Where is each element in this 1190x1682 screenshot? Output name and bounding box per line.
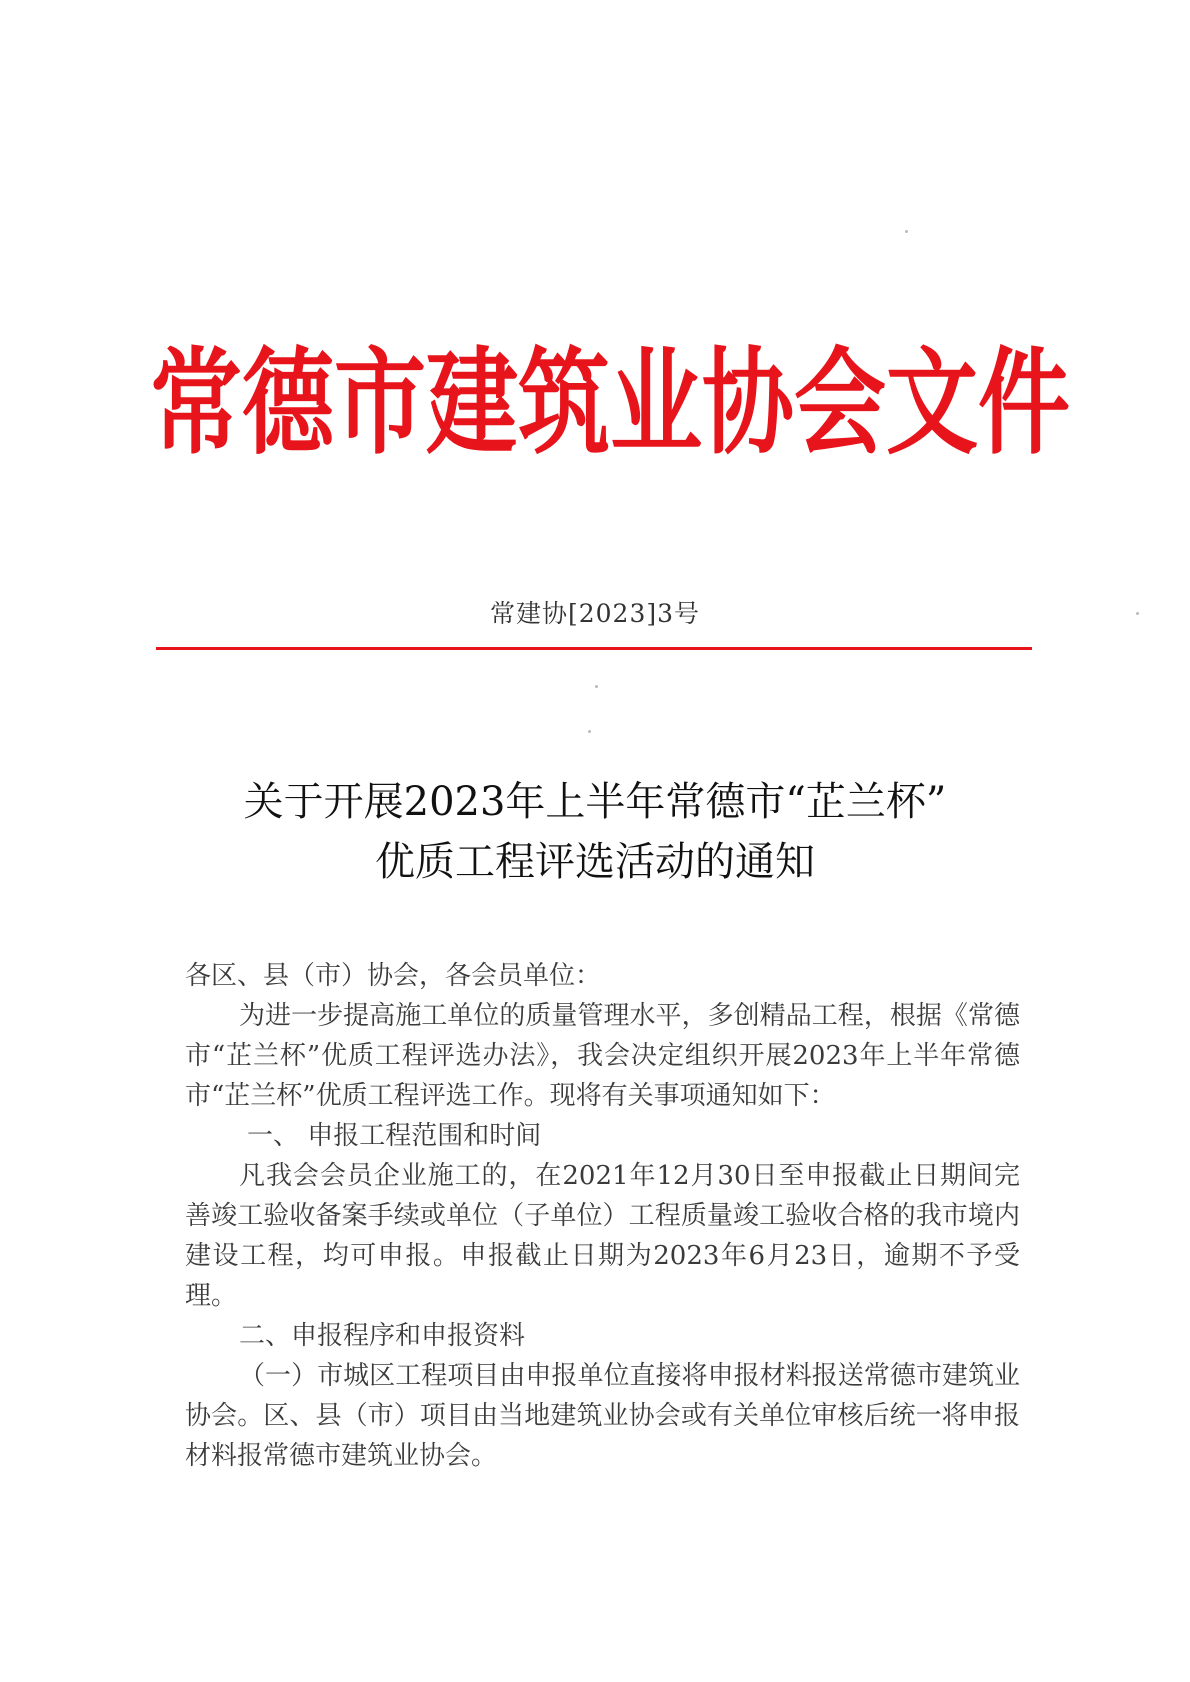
scan-speck [595,685,598,688]
organization-header: 常德市建筑业协会文件 [150,335,1071,470]
document-number: 常建协[2023]3号 [489,599,701,628]
notice-title-line2: 优质工程评选活动的通知 [375,839,815,885]
section-2-item-1: （一）市城区工程项目由申报单位直接将申报材料报送常德市建筑业协会。区、县（市）项目由当地建筑业协会或有关单位审核后统一将申报材料报常德市建筑业协会。 [185,1361,1020,1471]
intro-paragraph: 为进一步提高施工单位的质量管理水平，多创精品工程，根据《常德市“芷兰杯”优质工程评选办法》，我会决定组织开展2023年上半年常德市“芷兰杯”优质工程评选工作。现将有关事项通知如下： [185,1001,1020,1111]
section-1-paragraph: 凡我会会员企业施工的，在2021年12月30日至申报截止日期间完善竣工验收备案手续或单位（子单位）工程质量竣工验收合格的我市境内建设工程，均可申报。申报截止日期为2023年6月23日，逾期不予受理。 [185,1161,1020,1311]
red-divider-line [156,647,1032,650]
notice-title-line1: 关于开展2023年上半年常德市“芷兰杯” [243,779,947,825]
salutation: 各区、县（市）协会，各会员单位： [185,961,602,991]
scan-speck [905,230,908,233]
scan-speck [1136,612,1139,615]
notice-body [185,956,1020,1476]
scan-speck [588,730,591,733]
section-1-heading: 一、 申报工程范围和时间 [247,1121,542,1151]
section-2-heading: 二、申报程序和申报资料 [239,1321,526,1351]
